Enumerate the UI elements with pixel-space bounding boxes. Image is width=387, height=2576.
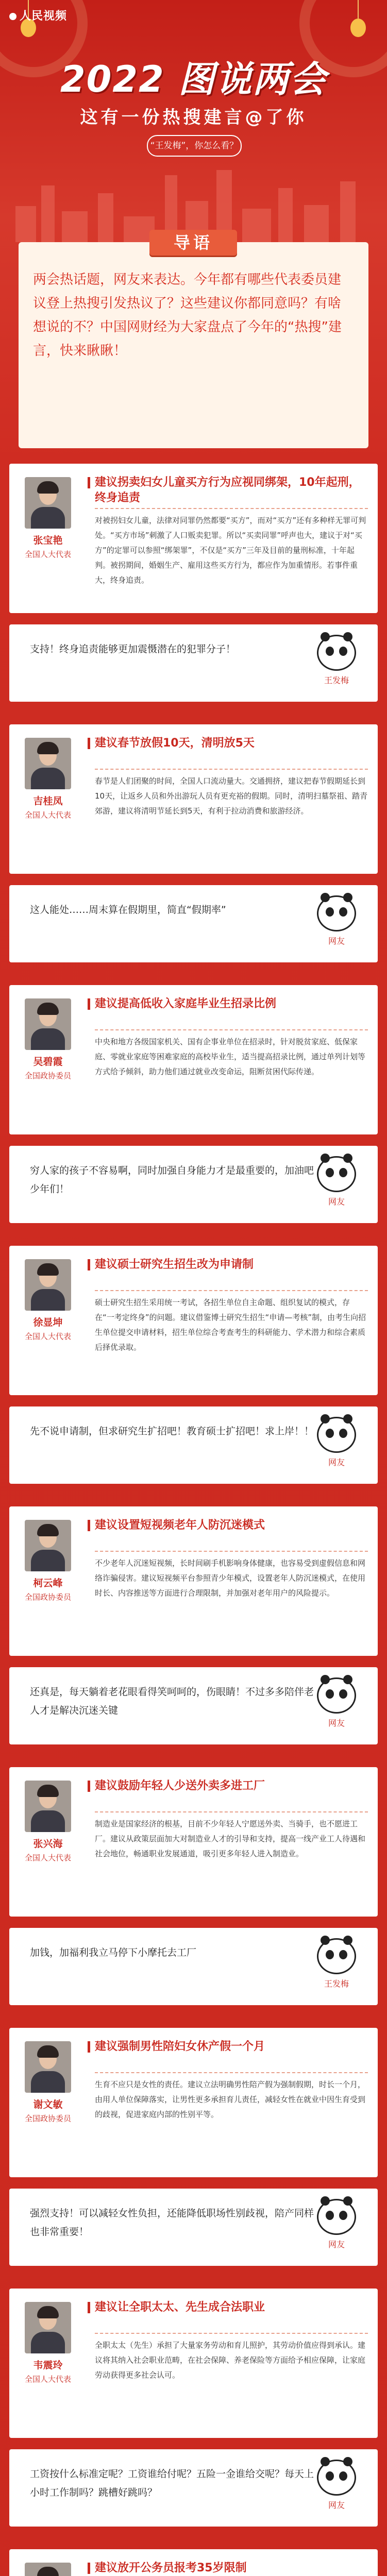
header-banner xyxy=(0,0,387,242)
proposal-body: 全职太太（先生）承担了大量家务劳动和育儿照护，其劳动价值应得到承认。建议将其纳入社会职业范畴，在社会保障、养老保险等方面给予相应保障，让家庭劳动获得更多社会认可。 xyxy=(95,2341,366,2380)
divider xyxy=(95,1811,368,1812)
panda-icon xyxy=(317,1417,356,1453)
delegate-card xyxy=(9,985,378,1134)
delegate-role: 全国人大代表 xyxy=(25,550,72,559)
comment-signature xyxy=(311,1938,362,1989)
delegate-profile xyxy=(25,2563,71,2576)
panda-icon xyxy=(317,1938,356,1974)
netizen-comment xyxy=(9,2449,378,2527)
delegate-card xyxy=(9,1246,378,1395)
delegate-profile xyxy=(25,2302,71,2384)
divider xyxy=(95,2072,368,2073)
comment-text: 还真是，每天躺着老花眼看得笑呵呵的，伤眼睛！不过多多陪伴老人才是解决沉迷关键 xyxy=(30,1686,314,1716)
delegate-profile xyxy=(25,2041,71,2124)
proposal-title: 建议让全职太太、先生成合法职业 xyxy=(95,2300,368,2315)
comment-signature xyxy=(311,1677,362,1728)
delegate-profile xyxy=(25,1781,71,1863)
delegate-name: 吉桂凤 xyxy=(33,795,63,807)
topic-tag: “王发梅”，你怎么看？ xyxy=(147,135,242,157)
proposal-title: 建议放开公务员报考35岁限制 xyxy=(95,2561,368,2576)
delegate-card xyxy=(9,2028,378,2177)
netizen-comment xyxy=(9,624,378,702)
lantern-icon xyxy=(350,0,366,37)
page-subtitle: 这有一份热搜建言@了你 xyxy=(80,107,307,128)
proposal-body: 中央和地方各级国家机关、国有企事业单位在招录时，针对脱贫家庭、低保家庭、零就业家庭等困难家庭的高校毕业生，适当提高招录比例，通过单列计划等方式给予倾斜，助力他们通过就业改变命运，阻断贫困代际传递。 xyxy=(95,1037,366,1076)
logo-dot-icon xyxy=(9,13,16,20)
comment-author: 网友 xyxy=(328,1458,345,1467)
comment-text: 加钱，加福利我立马停下小摩托去工厂 xyxy=(30,1947,197,1958)
proposal-body: 制造业是国家经济的根基，目前不少年轻人宁愿送外卖、当骑手，也不愿进工厂。建议从政策层面加大对制造业人才的引导和支持，提高一线产业工人待遇和社会地位，畅通职业发展通道，吸引更多年轻人进入制造业。 xyxy=(95,1819,366,1858)
comment-signature xyxy=(311,635,362,686)
proposal-body: 对被拐妇女儿童，法律对同罪仍然都要“买方”，而对“买方”还有多种样无罪可判处。“买方市场”刺激了人口贩卖犯罪。所以“买卖同罪”呼声也大，建议于对“买方”的定罪可以参照“绑架罪”，不仅是“买方”三年及目前的量刑标准，十年起判。被拐期间，婚姻生产、雇用这些买方行为，都应作为加重情形。若事件重大，终身追责。 xyxy=(95,516,366,585)
comment-signature xyxy=(311,2460,362,2511)
delegate-name: 韦震玲 xyxy=(33,2360,63,2371)
comment-author: 网友 xyxy=(328,1197,345,1207)
page-title: 2022 图说两会 xyxy=(60,58,327,100)
netizen-comment xyxy=(9,2189,378,2266)
avatar xyxy=(25,1781,71,1832)
comment-author: 网友 xyxy=(328,936,345,946)
proposal-body: 春节是人们团聚的时间，全国人口流动量大。交通拥挤，建议把春节假期延长到10天，让返乡人员和外出游玩人员有更充裕的假期。同时，清明扫墓祭祖、踏青郊游，建议将清明节延长到5天，有利于拉动消费和旅游经济。 xyxy=(95,776,368,816)
comment-author: 王发梅 xyxy=(324,675,349,685)
netizen-comment xyxy=(9,1406,378,1484)
netizen-comment xyxy=(9,1146,378,1223)
delegate-role: 全国人大代表 xyxy=(25,1853,72,1862)
comment-text: 这人能处……周末算在假期里，简直“假期率” xyxy=(30,904,226,916)
avatar xyxy=(25,998,71,1050)
delegate-role: 全国政协委员 xyxy=(25,1592,72,1602)
delegate-profile xyxy=(25,738,71,820)
delegate-profile xyxy=(25,477,71,560)
delegate-card xyxy=(9,1767,378,1917)
comment-author: 王发梅 xyxy=(324,1979,349,1989)
intro-label: 导语 xyxy=(149,230,237,256)
netizen-comment xyxy=(9,885,378,962)
comment-signature xyxy=(311,1156,362,1207)
divider xyxy=(95,1551,368,1552)
proposal-title: 建议强制男性陪妇女休产假一个月 xyxy=(95,2039,368,2055)
panda-icon xyxy=(317,895,356,931)
avatar xyxy=(25,2302,71,2353)
comment-text: 支持！终身追责能够更加震慑潜在的犯罪分子！ xyxy=(30,643,236,655)
divider xyxy=(95,1290,368,1291)
delegate-name: 柯云峰 xyxy=(33,1578,63,1589)
proposal-title: 建议硕士研究生招生改为申请制 xyxy=(95,1257,368,1273)
delegate-name: 张兴海 xyxy=(33,1838,63,1850)
delegate-name: 徐显坤 xyxy=(33,1317,63,1328)
delegate-card xyxy=(9,2289,378,2438)
comment-author: 网友 xyxy=(328,1718,345,1728)
comment-author: 网友 xyxy=(328,2500,345,2510)
delegate-card xyxy=(9,724,378,874)
delegate-card xyxy=(9,2549,378,2576)
comment-signature xyxy=(311,2199,362,2250)
proposal-title: 建议鼓励年轻人少送外卖多进工厂 xyxy=(95,1778,368,1794)
comment-signature xyxy=(311,1417,362,1468)
panda-icon xyxy=(317,1677,356,1714)
delegate-profile xyxy=(25,1520,71,1602)
proposal-body: 硕士研究生招生采用统一考试，各招生单位自主命题、组织复试的模式，存在“一考定终身”的问题。建议借鉴博士研究生招生“申请—考核”制，由考生向招生单位提交申请材料，招生单位综合考查考生的科研能力、学术潜力和综合素质后择优录取。 xyxy=(95,1298,366,1352)
proposal-body: 生育不应只是女性的责任。建议立法明确男性陪产假为强制假期，时长一个月，由用人单位保障落实，让男性更多承担育儿责任，减轻女性在就业中因生育受到的歧视，促进家庭内部的性别平等。 xyxy=(95,2080,366,2119)
proposal-title: 建议设置短视频老年人防沉迷模式 xyxy=(95,1518,368,1533)
delegate-name: 谢文敏 xyxy=(33,2099,63,2110)
delegate-card xyxy=(9,1506,378,1656)
delegate-role: 全国人大代表 xyxy=(25,1332,72,1341)
panda-icon xyxy=(317,2460,356,2496)
netizen-comment xyxy=(9,1667,378,1744)
divider xyxy=(95,769,368,770)
delegate-profile xyxy=(25,998,71,1081)
divider xyxy=(95,508,368,509)
proposal-title: 建议拐卖妇女儿童买方行为应视同绑架，10年起刑，终身追责 xyxy=(95,475,368,506)
proposal-title: 建议提高低收入家庭毕业生招录比例 xyxy=(95,996,368,1012)
delegate-name: 吴碧霞 xyxy=(33,1056,63,1067)
comment-text: 工资按什么标准定呢？工资谁给付呢？五险一金谁给交呢？每天上小时工作制吗？跳槽好跳吗？ xyxy=(30,2468,314,2498)
avatar xyxy=(25,477,71,529)
delegate-role: 全国人大代表 xyxy=(25,2375,72,2384)
avatar xyxy=(25,1520,71,1571)
comment-text: 穷人家的孩子不容易啊，同时加强自身能力才是最重要的，加油吧少年们！ xyxy=(30,1165,314,1195)
comment-text: 强烈支持！可以减轻女性负担，还能降低职场性别歧视，陪产同样也非常重要！ xyxy=(30,2208,314,2238)
delegate-card xyxy=(9,464,378,613)
intro-text: 两会热话题，网友来表达。今年都有哪些代表委员建议登上热搜引发热议了？这些建议你都同意吗？有啥想说的不？中国网财经为大家盘点了今年的“热搜”建言，快来瞅瞅！ xyxy=(33,272,342,359)
comment-signature xyxy=(311,895,362,946)
delegate-role: 全国政协委员 xyxy=(25,1071,72,1080)
netizen-comment xyxy=(9,1928,378,2005)
comment-text: 先不说申请制，但求研究生扩招吧！教育硕士扩招吧！求上岸！！ xyxy=(30,1426,314,1437)
avatar xyxy=(25,2041,71,2093)
divider xyxy=(95,2333,368,2334)
panda-icon xyxy=(317,635,356,671)
avatar xyxy=(25,738,71,789)
avatar xyxy=(25,2563,71,2576)
divider xyxy=(95,1029,368,1030)
delegate-role: 全国人大代表 xyxy=(25,810,72,820)
comment-author: 网友 xyxy=(328,2240,345,2249)
proposal-body: 不少老年人沉迷短视频，长时间刷手机影响身体健康，也容易受到虚假信息和网络诈骗侵害。建议短视频平台参照青少年模式，设置老年人防沉迷模式，在使用时长、内容推送等方面进行合理限制，并加强对老年用户的风险提示。 xyxy=(95,1558,366,1598)
delegate-profile xyxy=(25,1259,71,1342)
avatar xyxy=(25,1259,71,1311)
brand-logo-text: 人民视频 xyxy=(20,10,68,23)
delegate-role: 全国政协委员 xyxy=(25,2114,72,2123)
delegate-name: 张宝艳 xyxy=(33,535,63,546)
panda-icon xyxy=(317,2199,356,2235)
brand-logo xyxy=(9,7,67,23)
panda-icon xyxy=(317,1156,356,1192)
proposal-title: 建议春节放假10天，清明放5天 xyxy=(95,736,368,751)
